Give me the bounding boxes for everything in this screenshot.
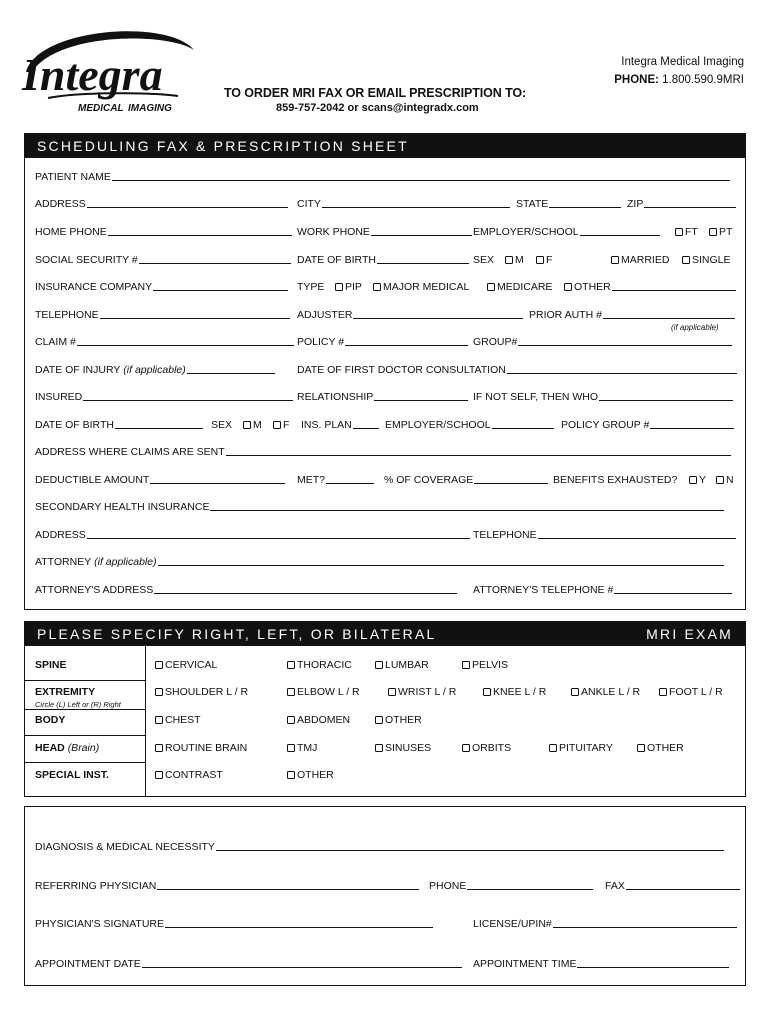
scheduling-header [25, 134, 745, 158]
scheduling-section [24, 133, 746, 610]
attorney-telephone-field[interactable]: ATTORNEY'S TELEPHONE # [473, 584, 732, 596]
special-other-checkbox[interactable]: OTHER [287, 769, 334, 781]
diagnosis-field[interactable]: DIAGNOSIS & MEDICAL NECESSITY [35, 841, 724, 853]
group-field[interactable]: GROUP# [473, 336, 732, 348]
policy-field[interactable]: POLICY # [297, 336, 468, 348]
benefits-exhausted-label: BENEFITS EXHAUSTED? [553, 474, 678, 486]
ft-checkbox[interactable]: FT [675, 226, 698, 238]
sex-label: SEX [473, 254, 495, 266]
phone-label: PHONE: [614, 74, 659, 86]
claim-field[interactable]: CLAIM # [35, 336, 294, 348]
deductible-field[interactable]: DEDUCTIBLE AMOUNT [35, 474, 285, 486]
secondary-telephone-field[interactable]: TELEPHONE [473, 529, 736, 541]
sex-f-checkbox[interactable]: F [536, 254, 552, 266]
order-contact: 859-757-2042 or scans@integradx.com [276, 102, 479, 114]
contrast-checkbox[interactable]: CONTRAST [155, 769, 223, 781]
sex-m-checkbox[interactable]: M [505, 254, 524, 266]
first-consult-field[interactable]: DATE OF FIRST DOCTOR CONSULTATION [297, 364, 737, 376]
single-checkbox[interactable]: SINGLE [682, 254, 731, 266]
cervical-checkbox[interactable]: CERVICAL [155, 659, 217, 671]
policy-group-field[interactable]: POLICY GROUP # [561, 419, 734, 431]
insured-dob-field[interactable]: DATE OF BIRTH [35, 419, 203, 431]
knee-checkbox[interactable]: KNEE L / R [483, 686, 546, 698]
ankle-checkbox[interactable]: ANKLE L / R [571, 686, 640, 698]
head-label: HEAD (Brain) [35, 742, 100, 754]
attorney-address-field[interactable]: ATTORNEY'S ADDRESS [35, 584, 457, 596]
thoracic-checkbox[interactable]: THORACIC [287, 659, 352, 671]
appointment-time-field[interactable]: APPOINTMENT TIME [473, 958, 729, 970]
if-not-self-field[interactable]: IF NOT SELF, THEN WHO [473, 391, 733, 403]
svg-text:IMAGING: IMAGING [128, 103, 172, 114]
spine-label: SPINE [35, 659, 67, 671]
order-title: TO ORDER MRI FAX OR EMAIL PRESCRIPTION TO: [224, 86, 527, 100]
physician-phone-field[interactable]: PHONE [429, 880, 593, 892]
body-label: BODY [35, 714, 66, 726]
adjuster-field[interactable]: ADJUSTER [297, 309, 523, 321]
pip-checkbox[interactable]: PIP [335, 281, 362, 293]
attorney-field[interactable]: ATTORNEY (if applicable) [35, 556, 724, 568]
employer-field[interactable]: EMPLOYER/SCHOOL [473, 226, 660, 238]
foot-checkbox[interactable]: FOOT L / R [659, 686, 723, 698]
insured-sex-f-checkbox[interactable]: F [273, 419, 289, 431]
zip-field[interactable]: ZIP [627, 198, 736, 210]
physician-signature-field[interactable]: PHYSICIAN'S SIGNATURE [35, 918, 433, 930]
home-phone-field[interactable]: HOME PHONE [35, 226, 292, 238]
extremity-label: EXTREMITY [35, 686, 96, 698]
dob-field[interactable]: DATE OF BIRTH [297, 254, 469, 266]
pituitary-checkbox[interactable]: PITUITARY [549, 742, 613, 754]
medicare-checkbox[interactable]: MEDICARE [487, 281, 552, 293]
telephone-field[interactable]: TELEPHONE [35, 309, 290, 321]
ins-plan-field[interactable]: INS. PLAN [301, 419, 379, 431]
license-field[interactable]: LICENSE/UPIN# [473, 918, 737, 930]
orbits-checkbox[interactable]: ORBITS [462, 742, 511, 754]
body-other-checkbox[interactable]: OTHER [375, 714, 422, 726]
pelvis-checkbox[interactable]: PELVIS [462, 659, 508, 671]
state-field[interactable]: STATE [516, 198, 621, 210]
referring-physician-field[interactable]: REFERRING PHYSICIAN [35, 880, 419, 892]
routine-brain-checkbox[interactable]: ROUTINE BRAIN [155, 742, 247, 754]
address-field[interactable]: ADDRESS [35, 198, 288, 210]
insured-employer-field[interactable]: EMPLOYER/SCHOOL [385, 419, 554, 431]
phone-value: 1.800.590.9MRI [662, 74, 744, 86]
sinuses-checkbox[interactable]: SINUSES [375, 742, 431, 754]
chest-checkbox[interactable]: CHEST [155, 714, 201, 726]
scheduling-title: SCHEDULING FAX & PRESCRIPTION SHEET [37, 138, 409, 154]
shoulder-checkbox[interactable]: SHOULDER L / R [155, 686, 248, 698]
secondary-insurance-field[interactable]: SECONDARY HEALTH INSURANCE [35, 501, 724, 513]
mri-exam-section [24, 621, 746, 797]
secondary-address-field[interactable]: ADDRESS [35, 529, 470, 541]
mri-instruction: PLEASE SPECIFY RIGHT, LEFT, OR BILATERAL [37, 626, 437, 642]
date-of-injury-field[interactable]: DATE OF INJURY (if applicable) [35, 364, 275, 376]
prior-auth-field[interactable]: PRIOR AUTH # [529, 309, 735, 321]
mri-exam-title: MRI EXAM [646, 626, 733, 642]
insured-sex-m-checkbox[interactable]: M [243, 419, 262, 431]
other-insurance-type[interactable]: OTHER [564, 281, 736, 293]
claims-address-field[interactable]: ADDRESS WHERE CLAIMS ARE SENT [35, 446, 731, 458]
diagnosis-section [24, 806, 746, 986]
abdomen-checkbox[interactable]: ABDOMEN [287, 714, 350, 726]
lumbar-checkbox[interactable]: LUMBAR [375, 659, 429, 671]
elbow-checkbox[interactable]: ELBOW L / R [287, 686, 360, 698]
benefits-yes-checkbox[interactable]: Y [689, 474, 706, 486]
appointment-date-field[interactable]: APPOINTMENT DATE [35, 958, 462, 970]
met-field[interactable]: MET? [297, 474, 374, 486]
insured-sex-label: SEX [211, 419, 233, 431]
extremity-note: Circle (L) Left or (R) Right [35, 700, 121, 709]
integra-logo [18, 20, 198, 120]
tmj-checkbox[interactable]: TMJ [287, 742, 317, 754]
coverage-field[interactable]: % OF COVERAGE [384, 474, 548, 486]
svg-text:MEDICAL: MEDICAL [78, 103, 124, 114]
work-phone-field[interactable]: WORK PHONE [297, 226, 472, 238]
physician-fax-field[interactable]: FAX [605, 880, 740, 892]
company-name: Integra Medical Imaging [621, 56, 744, 68]
married-checkbox[interactable]: MARRIED [611, 254, 669, 266]
patient-name-field[interactable]: PATIENT NAME [35, 171, 730, 183]
prior-auth-note: (if applicable) [671, 323, 719, 332]
insured-field[interactable]: INSURED [35, 391, 293, 403]
company-contact [614, 53, 744, 89]
svg-text:Integra: Integra [22, 49, 163, 100]
mri-header [25, 622, 745, 646]
type-label: TYPE [297, 281, 325, 293]
relationship-field[interactable]: RELATIONSHIP [297, 391, 468, 403]
head-other-checkbox[interactable]: OTHER [637, 742, 684, 754]
ssn-field[interactable]: SOCIAL SECURITY # [35, 254, 291, 266]
benefits-no-checkbox[interactable]: N [716, 474, 734, 486]
city-field[interactable]: CITY [297, 198, 510, 210]
pt-checkbox[interactable]: PT [709, 226, 732, 238]
insurance-company-field[interactable]: INSURANCE COMPANY [35, 281, 288, 293]
major-medical-checkbox[interactable]: MAJOR MEDICAL [373, 281, 469, 293]
wrist-checkbox[interactable]: WRIST L / R [388, 686, 456, 698]
special-inst-label: SPECIAL INST. [35, 769, 109, 781]
